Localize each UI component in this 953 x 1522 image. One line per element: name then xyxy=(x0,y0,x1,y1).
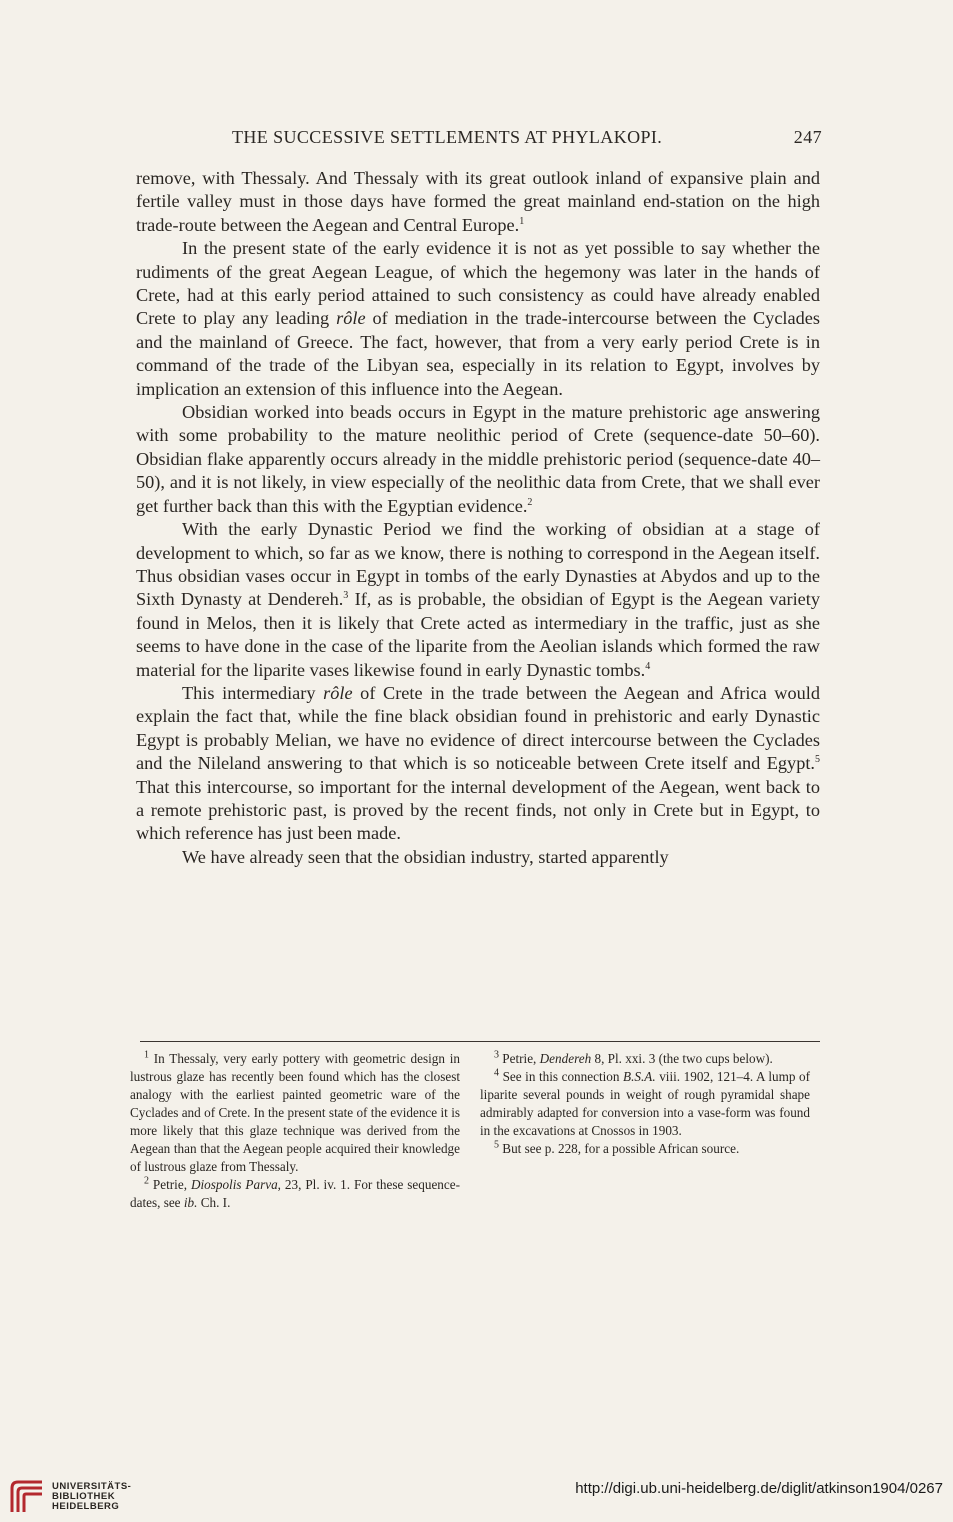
footnote-ref-4[interactable]: 4 xyxy=(645,660,651,672)
footnote-2: $^2$ Petrie, Diospolis Parva, 23, Pl. iv. 1. For these sequence-dates, see ib. Ch. I. xyxy=(130,1175,460,1210)
paragraph-3: Obsidian worked into beads occurs in Egypt in the mature prehistoric age answering with some probability to the mature neolithic period of Crete (sequence-date 50–60). Obsidian flake apparently occurs already in the middle prehistoric period (sequence-date 40–50), and it is not likely, in view especially of the neolithic data from Crete, that we shall ever get further back than this with the Egyptian evidence.$^2$ xyxy=(136,402,820,516)
footnote-divider xyxy=(140,1041,820,1042)
footnote-5: $^5$ But see p. 228, for a possible African source. xyxy=(494,1139,740,1156)
library-logo-icon xyxy=(8,1478,46,1514)
running-title: THE SUCCESSIVE SETTLEMENTS AT PHYLAKOPI. xyxy=(232,127,663,147)
footnotes-right-column xyxy=(480,1050,810,1158)
footnote-ref-5[interactable]: 5 xyxy=(815,754,820,766)
paragraph-5: This intermediary rôle of Crete in the trade between the Aegean and Africa would explain the fact that, while the fine black obsidian found in prehistoric and early Dynastic Egypt is probably Melian, we have no evidence of direct intercourse between the Cyclades and the Nileland answering to that which is so noticeable between Crete itself and Egypt.$^5$ That this intercourse, so important for the internal development of the Aegean, went back to a remote prehistoric past, is proved by the recent finds, not only in Crete but in Egypt, to which reference has just been made. xyxy=(136,682,820,844)
footnote-1: $^1$ In Thessaly, very early pottery with geometric design in lustrous glaze has recently been found which has the closest analogy with the earliest painted geometric ware of the Cyclades and of Crete. In the present state of the evidence it is more likely that this glaze technique was derived from the Aegean than that the Aegean people acquired their knowledge of lustrous glaze from Thessaly. xyxy=(130,1049,460,1174)
paragraph-6: We have already seen that the obsidian industry, started apparently xyxy=(182,846,669,867)
footnote-3: $^3$ Petrie, Dendereh 8, Pl. xxi. 3 (the two cups below). xyxy=(494,1049,773,1066)
source-url[interactable]: http://digi.ub.uni-heidelberg.de/diglit/atkinson1904/0267 xyxy=(575,1480,943,1497)
footnote-ref-1[interactable]: 1 xyxy=(519,215,525,227)
paragraph-2: In the present state of the early evidence it is not as yet possible to say whether the rudiments of the great Aegean League, of which the hegemony was later in the hands of Crete, had at this early period attained to such consistency as could have already enabled Crete to play any leading rôle of mediation in the trade-intercourse between the Cyclades and the mainland of Greece. The fact, however, that from a very early period Crete is in command of the trade of the Libyan sea, especially in its relation to Egypt, involves by implication an extension of this influence into the Aegean. xyxy=(136,238,820,399)
footnote-ref-3[interactable]: 3 xyxy=(343,590,349,602)
paragraph-4: With the early Dynastic Period we find the working of obsidian at a stage of development to which, so far as we know, there is nothing to correspond in the Aegean itself. Thus obsidian vases occur in Egypt in tombs of the early Dynasties at Abydos and up to the Sixth Dynasty at Dendereh.$^3$ If, as is probable, the obsidian of Egypt is the Aegean variety found in Melos, then it is likely that Crete acted as intermediary in the traffic, just as she seems to have done in the case of the liparite from the Aeolian islands which formed the raw material for the liparite vases likewise found in early Dynastic tombs.$^4$ xyxy=(136,519,820,680)
main-text xyxy=(136,167,820,869)
library-logo[interactable] xyxy=(8,1478,158,1514)
footnote-4: $^4$ See in this connection B.S.A. viii. 1902, 121–4. A lump of liparite several pounds in weight of rough pyramidal shape admirably adapted for conversion into a vase-form was found in the excavations at Cnossos in 1903. xyxy=(480,1067,810,1138)
page-number: 247 xyxy=(793,127,822,147)
footnotes-left-column xyxy=(130,1050,460,1212)
library-logo-text: UNIVERSITÄTS- BIBLIOTHEK HEIDELBERG xyxy=(52,1481,132,1512)
footnote-ref-2[interactable]: 2 xyxy=(527,496,533,508)
paragraph-1: remove, with Thessaly. And Thessaly with its great outlook inland of expansive plain and fertile valley must in those days have formed the great mainland end-station on the high trade-route between the Aegean and Central Europe.$^1$ xyxy=(136,168,820,235)
